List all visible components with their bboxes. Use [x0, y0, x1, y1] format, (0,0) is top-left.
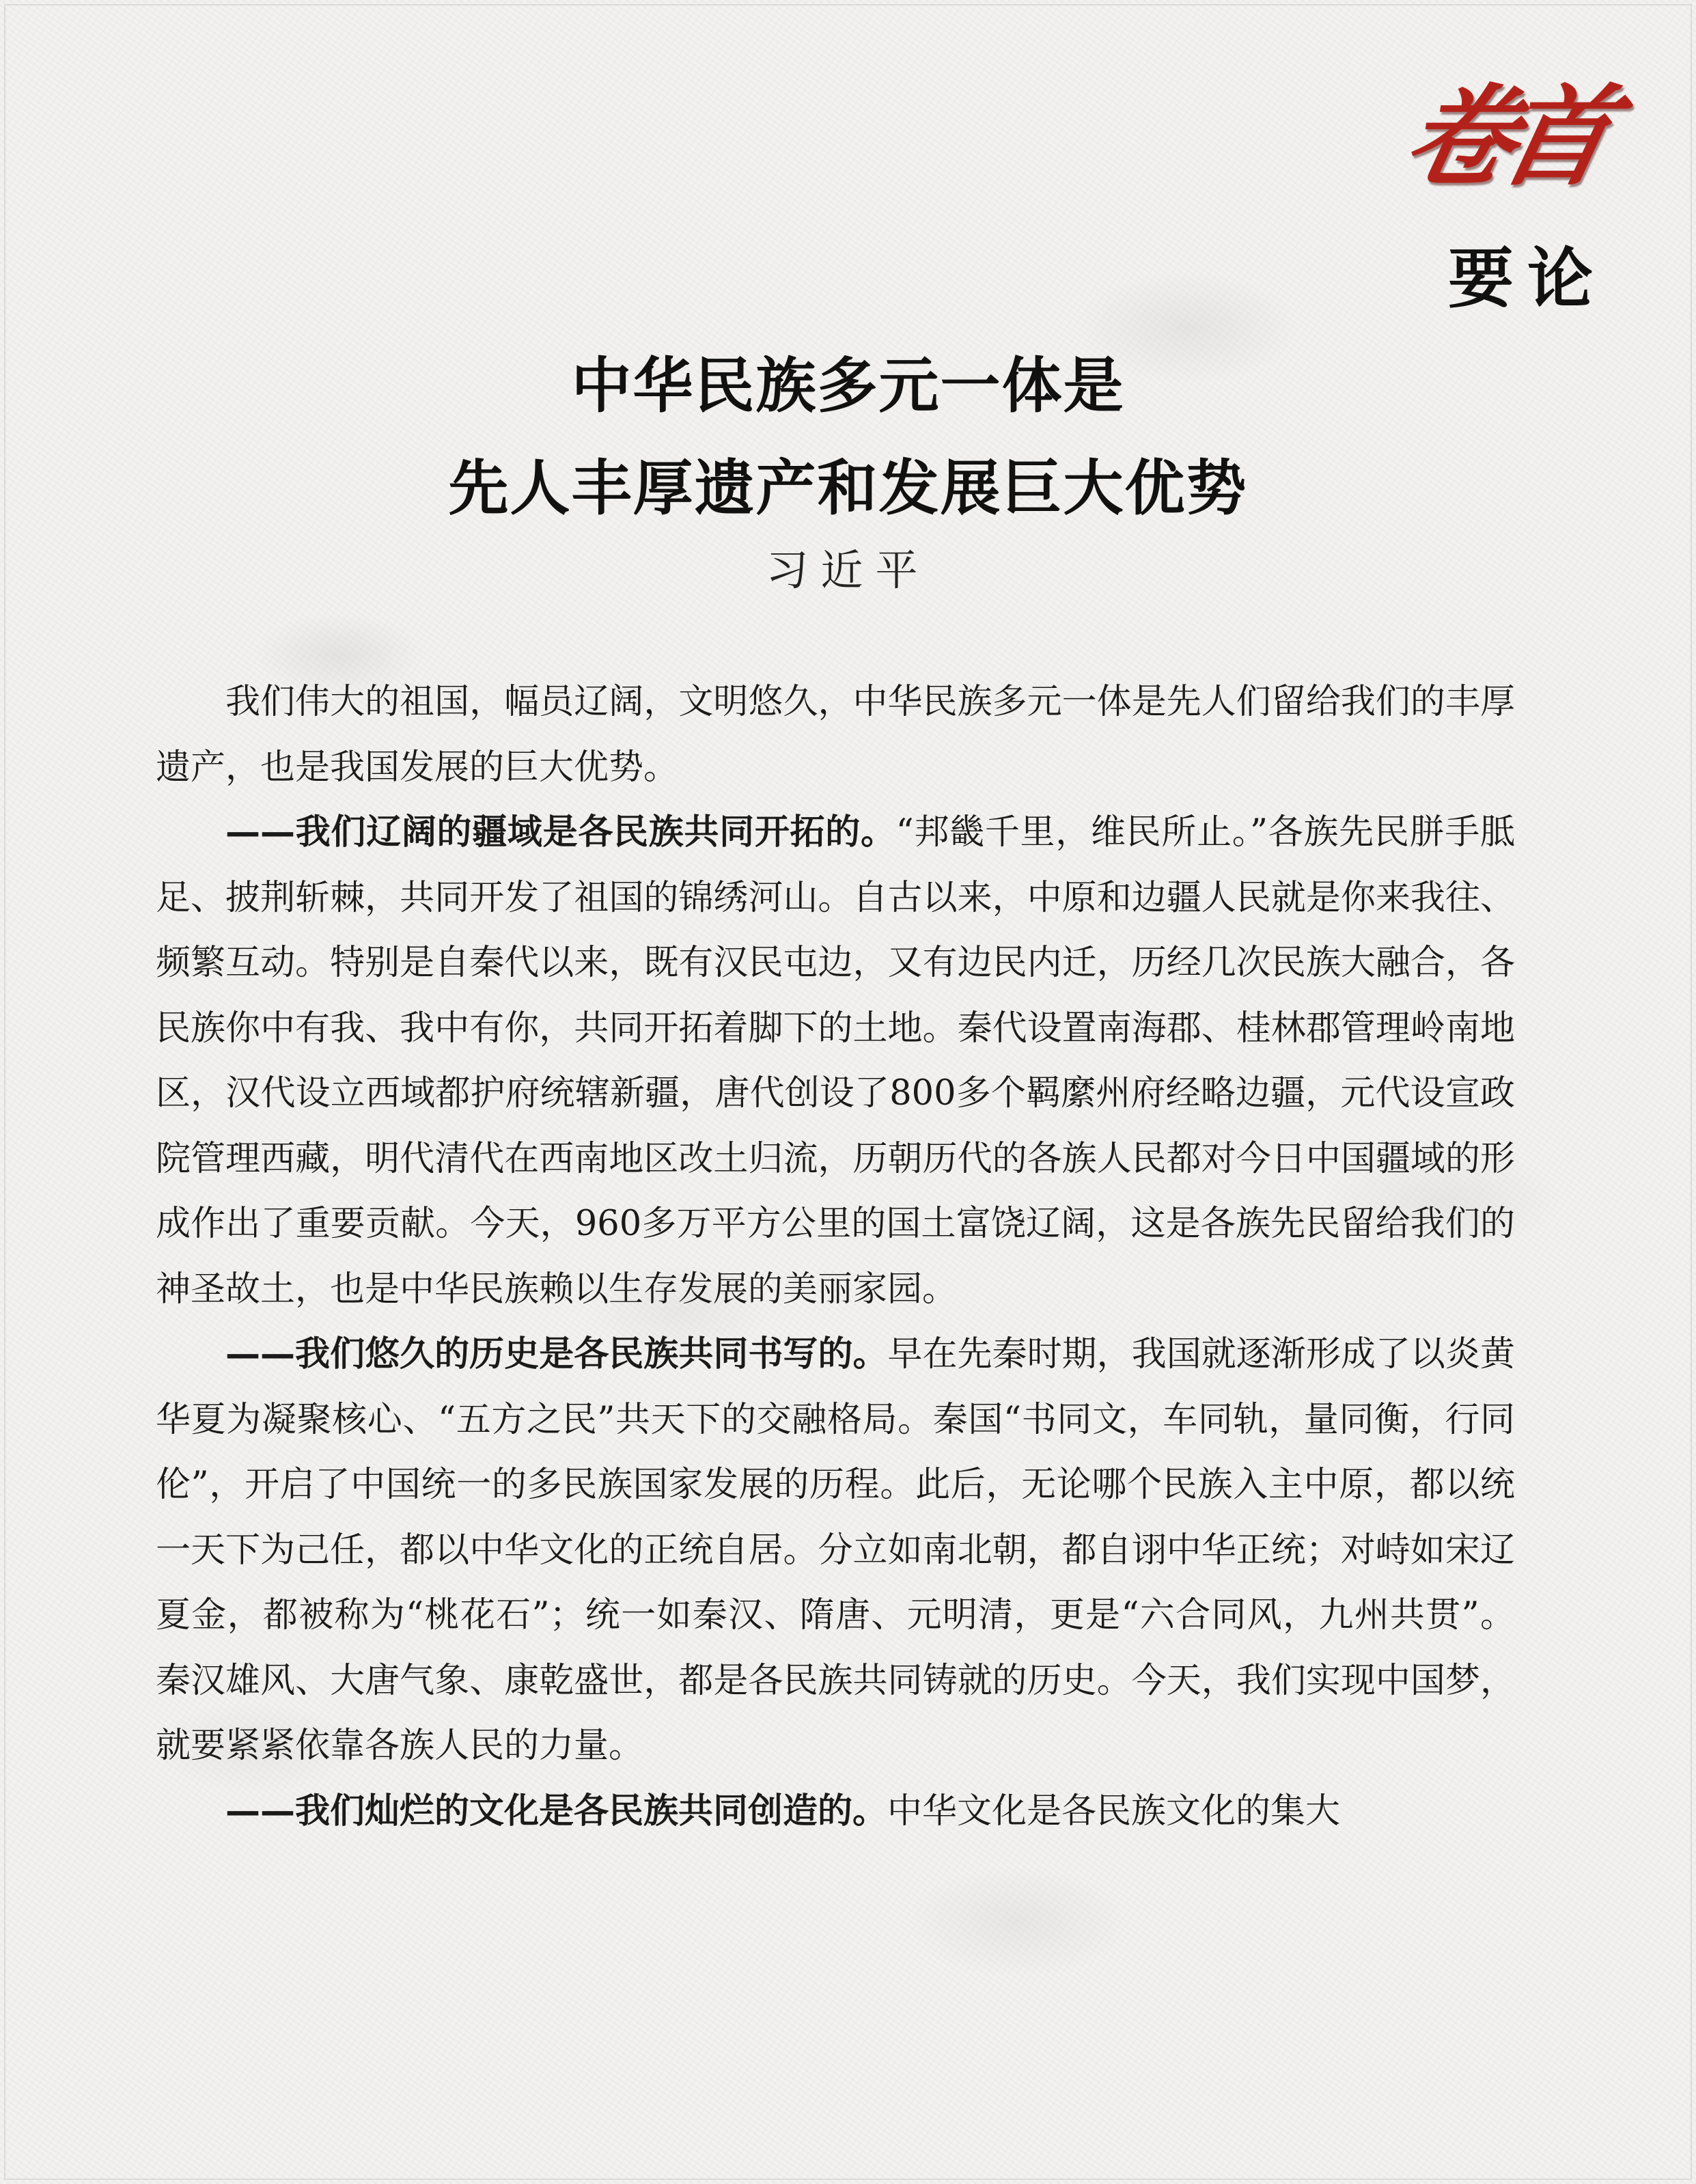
column-section-name: 要论	[1448, 240, 1607, 317]
paragraph-history	[156, 1322, 1515, 1779]
paragraph-text: “邦畿千里，维民所止。”各族先民胼手胝足、披荆斩棘，共同开发了祖国的锦绣河山。自古以来，中原和边疆人民就是你来我往、频繁互动。特别是自秦代以来，既有汉民屯边，又有边民内迁，历经几次民族大融合，各民族你中有我、我中有你，共同开拓着脚下的土地。秦代设置南海郡、桂林郡管理岭南地区，汉代设立西域都护府统辖新疆，唐代创设了800多个羁縻州府经略边疆，元代设宣政院管理西藏，明代清代在西南地区改土归流，历朝历代的各族人民都对今日中国疆域的形成作出了重要贡献。今天，960多万平方公里的国土富饶辽阔，这是各族先民留给我们的神圣故土，也是中华民族赖以生存发展的美丽家园。	[156, 812, 1515, 1310]
article-title	[0, 335, 1696, 540]
paragraph-lead: ——我们辽阔的疆域是各民族共同开拓的。	[225, 812, 896, 853]
paragraph-culture	[156, 1779, 1515, 1844]
paragraph-text: 早在先秦时期，我国就逐渐形成了以炎黄华夏为凝聚核心、“五方之民”共天下的交融格局。秦国“书同文，车同轨，量同衡，行同伦”，开启了中国统一的多民族国家发展的历程。此后，无论哪个民族入主中原，都以统一天下为己任，都以中华文化的正统自居。分立如南北朝，都自诩中华正统；对峙如宋辽夏金，都被称为“桃花石”；统一如秦汉、隋唐、元明清，更是“六合同风，九州共贯”。秦汉雄风、大唐气象、康乾盛世，都是各民族共同铸就的历史。今天，我们实现中国梦，就要紧紧依靠各族人民的力量。	[156, 1334, 1515, 1766]
paragraph-text: 中华文化是各民族文化的集大	[887, 1791, 1341, 1831]
title-line-2: 先人丰厚遗产和发展巨大优势	[448, 453, 1248, 523]
paragraph-lead: ——我们灿烂的文化是各民族共同创造的。	[225, 1791, 888, 1831]
title-line-1: 中华民族多元一体是	[571, 350, 1125, 421]
paragraph-intro	[156, 669, 1515, 800]
author-name: 习近平	[766, 545, 930, 595]
column-calligraphy-logo: 卷首	[1393, 72, 1612, 201]
column-logo	[1393, 72, 1612, 328]
paragraph-lead: ——我们悠久的历史是各民族共同书写的。	[225, 1334, 888, 1374]
paragraph-territory	[156, 800, 1515, 1322]
paragraph-text: 我们伟大的祖国，幅员辽阔，文明悠久，中华民族多元一体是先人们留给我们的丰厚遗产，也是我国发展的巨大优势。	[156, 682, 1515, 788]
article-body	[156, 669, 1515, 1844]
